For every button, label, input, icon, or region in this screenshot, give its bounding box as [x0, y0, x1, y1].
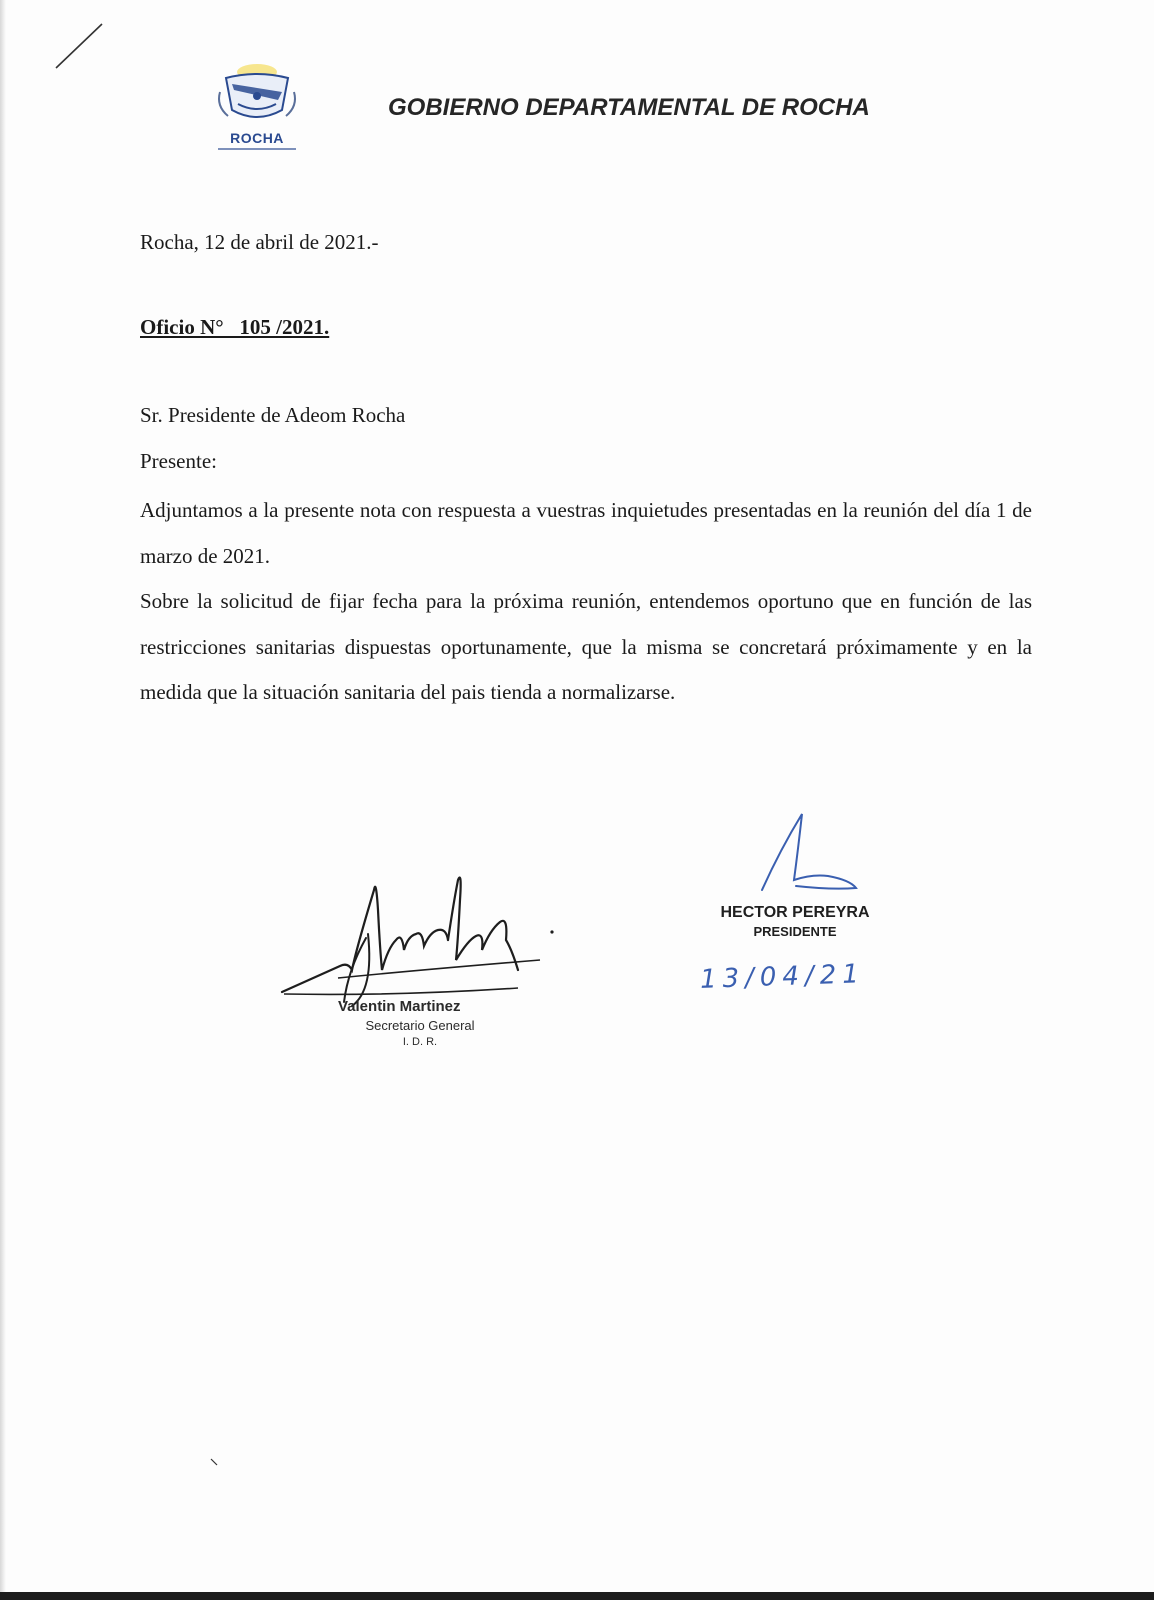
government-title: GOBIERNO DEPARTAMENTAL DE ROCHA [388, 94, 870, 121]
signatory-left-role: Secretario General [365, 1018, 475, 1033]
rocha-logo [212, 62, 302, 158]
body-paragraph: Sobre la solicitud de fijar fecha para la próxima reunión, entendemos oportuno que en función de las restricciones sanitarias dispuestas oportunamente, que la misma se concretará próximamente y en la medida que la situación sanitaria del pais tienda a normalizarse. [140, 589, 1032, 704]
body-paragraph: Adjuntamos a la presente nota con respuesta a vuestras inquietudes presentadas en la reunión del día 1 de marzo de 2021. [140, 498, 1032, 568]
letter-date: Rocha, 12 de abril de 2021.- [140, 230, 379, 254]
signatory-right-role: PRESIDENTE [753, 924, 837, 939]
oficio-number: Oficio N° 105 /2021. [140, 315, 330, 339]
scan-edge-bottom [0, 1592, 1154, 1600]
signatory-left-name: Valentin Martinez [338, 998, 461, 1015]
logo-underline [218, 148, 296, 150]
stray-pen-mark [50, 20, 110, 80]
signatory-right-name: HECTOR PEREYRA [720, 904, 870, 921]
stray-mark [210, 1458, 218, 1466]
logo-text: ROCHA [230, 130, 284, 146]
addressee: Sr. Presidente de Adeom Rocha [140, 403, 406, 427]
letter-body [140, 488, 1032, 716]
handwritten-date: 13/04/21 [699, 959, 866, 995]
signatory-left-org: I. D. R. [402, 1036, 438, 1048]
greeting: Presente: [140, 449, 217, 473]
scan-shadow-left [0, 0, 6, 1600]
rocha-coat-of-arms-icon [212, 62, 302, 132]
signature-right-handwritten [740, 810, 880, 910]
